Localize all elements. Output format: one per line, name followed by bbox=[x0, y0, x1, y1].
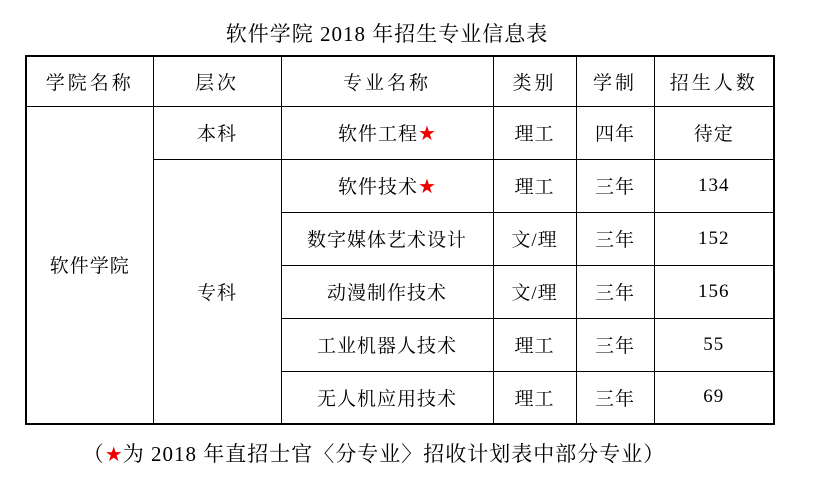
column-header-major: 专业名称 bbox=[281, 56, 493, 106]
table-header-row bbox=[26, 56, 774, 106]
star-icon: ★ bbox=[418, 123, 436, 145]
category-cell: 理工 bbox=[493, 159, 576, 212]
major-cell bbox=[281, 106, 493, 159]
enrollment-cell: 152 bbox=[654, 212, 774, 265]
major-label: 软件技术 bbox=[338, 177, 419, 198]
category-cell: 理工 bbox=[493, 106, 576, 159]
column-header-duration: 学制 bbox=[576, 56, 654, 106]
duration-cell: 四年 bbox=[576, 106, 654, 159]
column-header-category: 类别 bbox=[493, 56, 576, 106]
category-cell: 文/理 bbox=[493, 212, 576, 265]
enrollment-cell: 156 bbox=[654, 265, 774, 318]
major-cell: 动漫制作技术 bbox=[281, 265, 493, 318]
footnote-open-paren: （ bbox=[82, 442, 105, 466]
enrollment-cell: 134 bbox=[654, 159, 774, 212]
major-cell bbox=[281, 159, 493, 212]
college-name-cell: 软件学院 bbox=[26, 106, 153, 424]
category-cell: 文/理 bbox=[493, 265, 576, 318]
duration-cell: 三年 bbox=[576, 159, 654, 212]
major-label: 软件工程 bbox=[338, 124, 419, 145]
major-cell: 无人机应用技术 bbox=[281, 371, 493, 424]
footnote-text: 为 2018 年直招士官〈分专业〉招收计划表中部分专业） bbox=[122, 442, 666, 466]
category-cell: 理工 bbox=[493, 318, 576, 371]
duration-cell: 三年 bbox=[576, 371, 654, 424]
duration-cell: 三年 bbox=[576, 265, 654, 318]
column-header-enrollment: 招生人数 bbox=[654, 56, 774, 106]
duration-cell: 三年 bbox=[576, 318, 654, 371]
admissions-table bbox=[25, 55, 775, 425]
star-icon: ★ bbox=[104, 444, 123, 466]
duration-cell: 三年 bbox=[576, 212, 654, 265]
page-title: 软件学院 2018 年招生专业信息表 bbox=[225, 22, 549, 46]
level-cell-undergraduate: 本科 bbox=[153, 106, 281, 159]
table-row bbox=[26, 106, 774, 159]
level-cell-vocational: 专科 bbox=[153, 159, 281, 424]
category-cell: 理工 bbox=[493, 371, 576, 424]
enrollment-cell: 待定 bbox=[654, 106, 774, 159]
footnote bbox=[25, 438, 723, 468]
major-cell: 工业机器人技术 bbox=[281, 318, 493, 371]
enrollment-cell: 69 bbox=[654, 371, 774, 424]
column-header-college: 学院名称 bbox=[26, 56, 153, 106]
enrollment-cell: 55 bbox=[654, 318, 774, 371]
star-icon: ★ bbox=[418, 176, 436, 198]
column-header-level: 层次 bbox=[153, 56, 281, 106]
major-cell: 数字媒体艺术设计 bbox=[281, 212, 493, 265]
